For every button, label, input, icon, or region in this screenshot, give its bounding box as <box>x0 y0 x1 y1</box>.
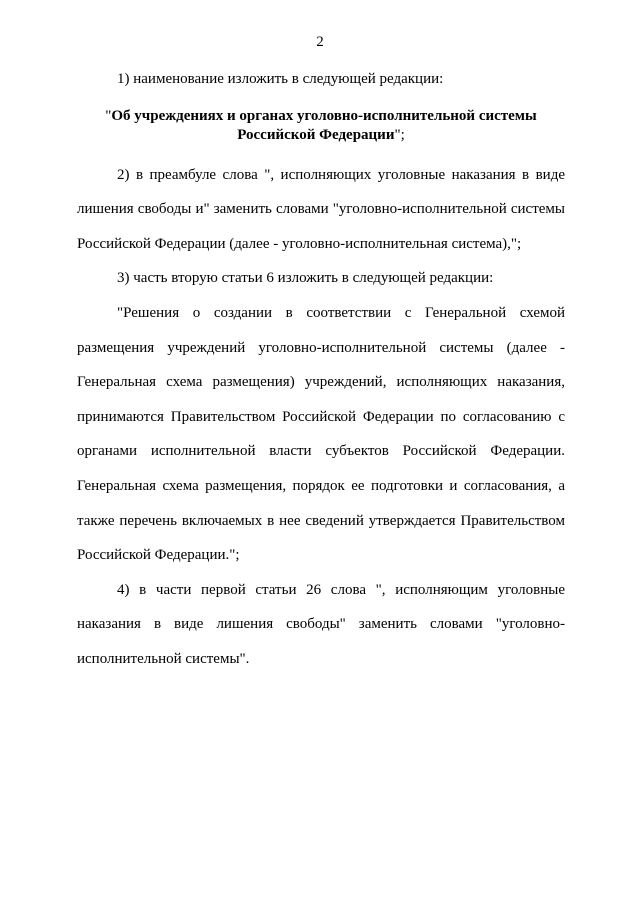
amendment-item-3-quote: "Решения о создании в соответствии с Генеральной схемой размещения учреждений уголовно-исполнительной системы (далее - Генеральная схема размещения) учреждений, исполняющих наказания, принимаются Правительством Российской Федерации по согласованию с органами исполнительной власти субъектов Российской Федерации. Генеральная схема размещения, порядок ее подготовки и согласования, а также перечень включаемых в нее сведений утверждается Правительством Российской Федерации."; <box>77 304 565 564</box>
law-title-line-1 <box>77 107 565 126</box>
page-number: 2 <box>316 34 324 50</box>
law-title-quote-open: " <box>105 107 112 124</box>
amendment-item-2: 2) в преамбуле слова ", исполняющих уголовные наказания в виде лишения свободы и" заменить словами "уголовно-исполнительной системы Российской Федерации (далее - уголовно-исполнительная система),"; <box>77 166 565 252</box>
law-title-text-1: Об учреждениях и органах уголовно-исполнительной системы <box>111 107 537 124</box>
amendment-item-1: 1) наименование изложить в следующей редакции: <box>117 71 444 87</box>
amendment-item-4: 4) в части первой статьи 26 слова ", исполняющим уголовные наказания в виде лишения свободы" заменить словами "уголовно-исполнительной системы". <box>77 581 565 667</box>
law-title-line-2 <box>77 126 565 145</box>
law-title-text-2: Российской Федерации <box>237 126 395 143</box>
document-body <box>77 62 565 677</box>
amendment-item-3: 3) часть вторую статьи 6 изложить в следующей редакции: <box>117 270 494 287</box>
law-title-quote-close: "; <box>394 126 405 143</box>
law-title-heading <box>77 107 565 145</box>
